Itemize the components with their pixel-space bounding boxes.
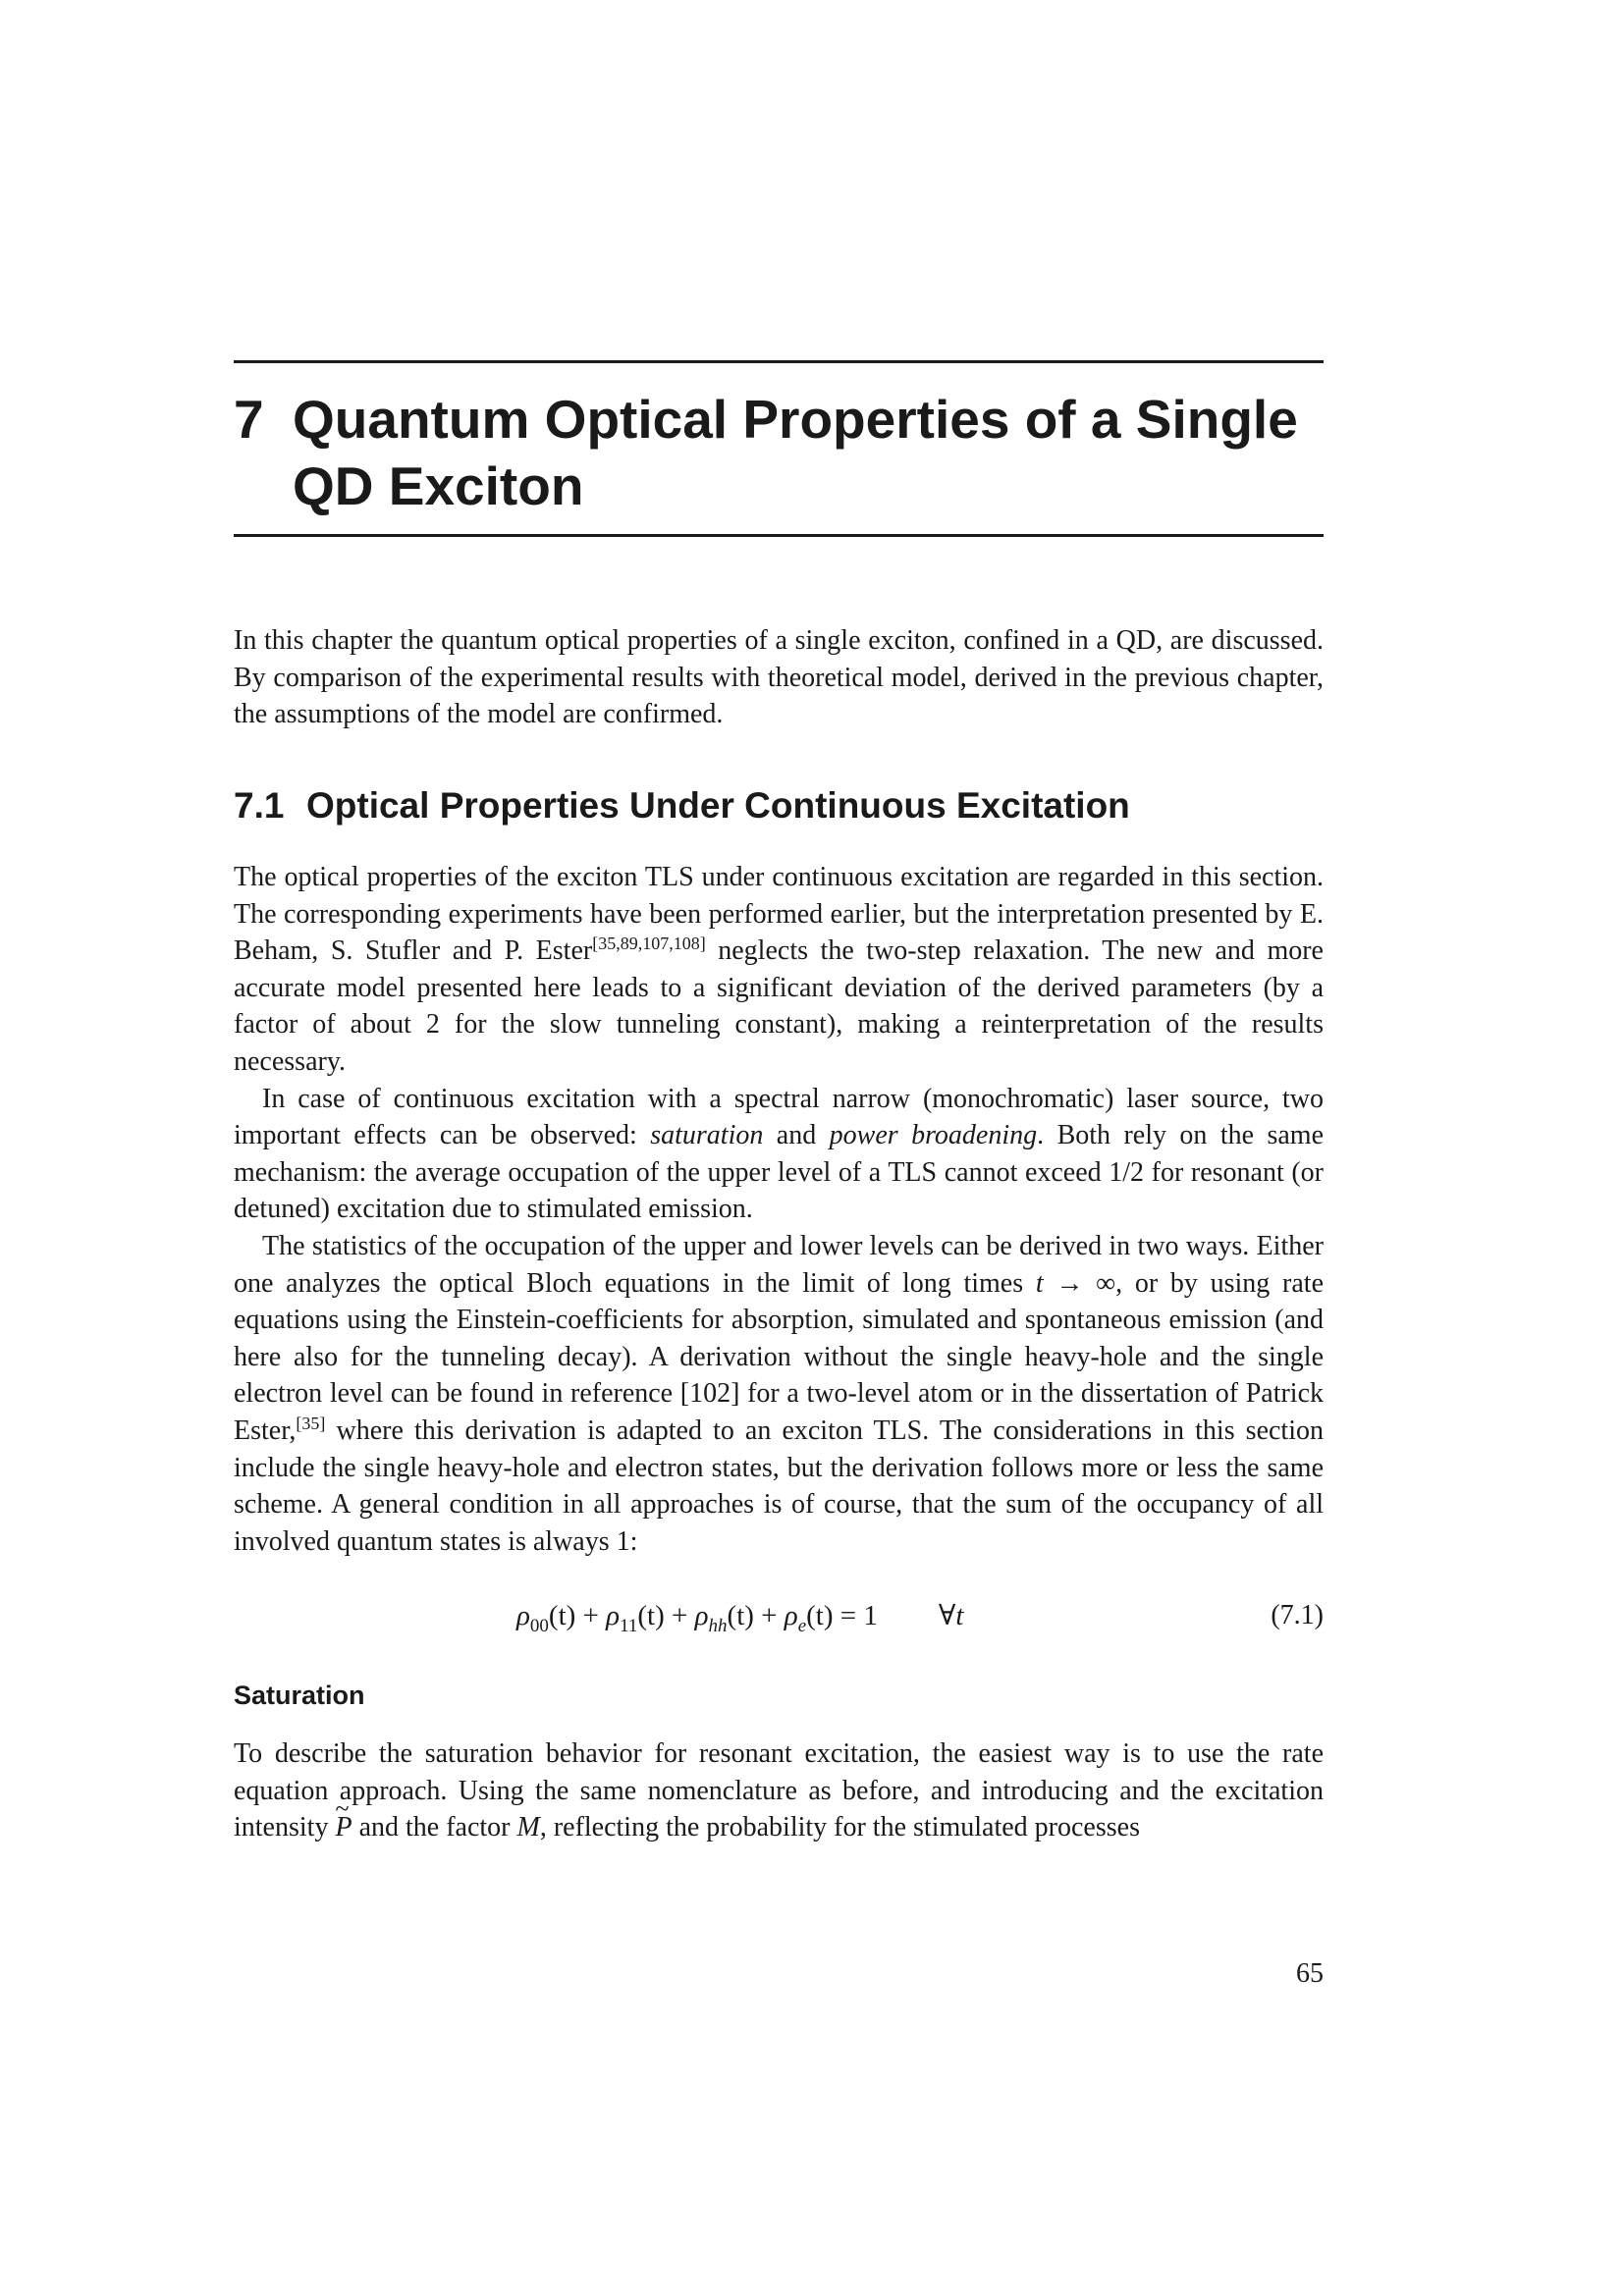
chapter-top-rule (234, 360, 1324, 363)
rho-subscript-00: 00 (529, 1615, 549, 1636)
saturation-heading: Saturation (234, 1681, 365, 1710)
section-number: 7.1 (234, 785, 285, 826)
paragraph-3 (234, 1228, 1324, 1560)
saturation-text-c: , reflecting the probability for the stimulated processes (539, 1812, 1140, 1843)
rho-symbol: ρ (694, 1600, 709, 1631)
intro-paragraph (234, 622, 1324, 733)
plus-sign: + (575, 1600, 607, 1631)
chapter-title-text: Quantum Optical Properties of a Single QD Exciton (293, 389, 1298, 516)
saturation-text (234, 1735, 1324, 1846)
section-title: Optical Properties Under Continuous Excitation (306, 785, 1130, 826)
limit-arrow: → ∞ (1043, 1267, 1116, 1299)
citation-2: [35] (296, 1413, 326, 1433)
section-body (234, 859, 1324, 1560)
factor-m-symbol: M (516, 1812, 540, 1843)
forall-symbol: ∀ (938, 1600, 956, 1631)
saturation-paragraph (234, 1735, 1324, 1846)
equation-number: (7.1) (1271, 1600, 1324, 1630)
chapter-bottom-rule (234, 534, 1324, 537)
paragraph-2 (234, 1081, 1324, 1228)
excitation-intensity-symbol: ~ P (335, 1812, 352, 1842)
paragraph-2-text-a: In case of continuous excitation with a spectral narrow (monochromatic) laser source, two important effects can be observed: (234, 1083, 1324, 1151)
paragraph-1-text-b: neglects the two-step relaxation. The new and more accurate model presented here leads to a significant deviation of the derived parameters (by a factor of about 2 for the slow tunneling constant), making a reinterpretation of the results necessary. (234, 935, 1324, 1077)
equation-7-1 (516, 1596, 963, 1635)
paragraph-3-text-c: where this derivation is adapted to an exciton TLS. The considerations in this section include the single heavy-hole and electron states, but the derivation follows more or less the same scheme. A general condition in all approaches is of course, that the sum of the occupancy of all involved quantum states is always 1: (234, 1415, 1324, 1557)
paragraph-1-text-a: The optical properties of the exciton TLS under continuous excitation are regarded in this section. The corresponding experiments have been performed earlier, but the interpretation presented by E. Beham, S. Stufler and P. Ester (234, 862, 1324, 967)
plus-sign: + (664, 1600, 695, 1631)
citation-1: [35,89,107,108] (592, 934, 706, 954)
saturation-text-b: and the factor (352, 1812, 517, 1843)
rho-subscript-e: e (797, 1615, 807, 1636)
rho-symbol: ρ (516, 1600, 530, 1631)
paragraph-3-text-a: The statistics of the occupation of the upper and lower levels can be derived in two ways. Either one analyzes the optical Bloch equations in the limit of long times (234, 1230, 1324, 1299)
time-argument: (t) (548, 1600, 576, 1631)
paragraph-2-and: and (763, 1120, 830, 1151)
paragraph-1 (234, 859, 1324, 1081)
page-number: 65 (1296, 1958, 1324, 1989)
rho-subscript-hh: hh (708, 1615, 728, 1636)
rho-symbol: ρ (784, 1600, 798, 1631)
time-argument: (t) (727, 1600, 754, 1631)
saturation-text-a: To describe the saturation behavior for resonant excitation, the easiest way is to use the rate equation approach. Using the same nomenclature as before, and introducing and the excitation intensity (234, 1738, 1324, 1843)
time-argument: (t) (806, 1600, 834, 1631)
forall-variable: t (955, 1600, 964, 1631)
equals-one: = 1 (833, 1600, 878, 1631)
plus-sign: + (753, 1600, 785, 1631)
time-argument: (t) (637, 1600, 665, 1631)
rho-subscript-11: 11 (620, 1615, 638, 1636)
paragraph-3-text-b: , or by using rate equations using the Einstein-coefficients for absorption, simulated and spontaneous emission (and here also for the tunneling decay). A derivation without the single heavy-hole and the single electron level can be found in reference [102] for a two-level atom or in the dissertation of Patrick Ester, (234, 1267, 1324, 1446)
paragraph-2-text-b: . Both rely on the same mechanism: the average occupation of the upper level of a TLS cannot exceed 1/2 for resonant (or detuned) excitation due to stimulated emission. (234, 1120, 1324, 1225)
chapter-number: 7 (234, 389, 264, 450)
emphasis-saturation: saturation (650, 1120, 764, 1151)
section-heading (234, 783, 1130, 828)
symbol-t: t (1035, 1267, 1044, 1299)
intro-text: In this chapter the quantum optical properties of a single exciton, confined in a QD, are discussed. By comparison of the experimental results with theoretical model, derived in the previous chapter, the assumptions of the model are confirmed. (234, 625, 1324, 730)
rho-symbol: ρ (606, 1600, 621, 1631)
emphasis-power-broadening: power broadening (829, 1120, 1038, 1151)
